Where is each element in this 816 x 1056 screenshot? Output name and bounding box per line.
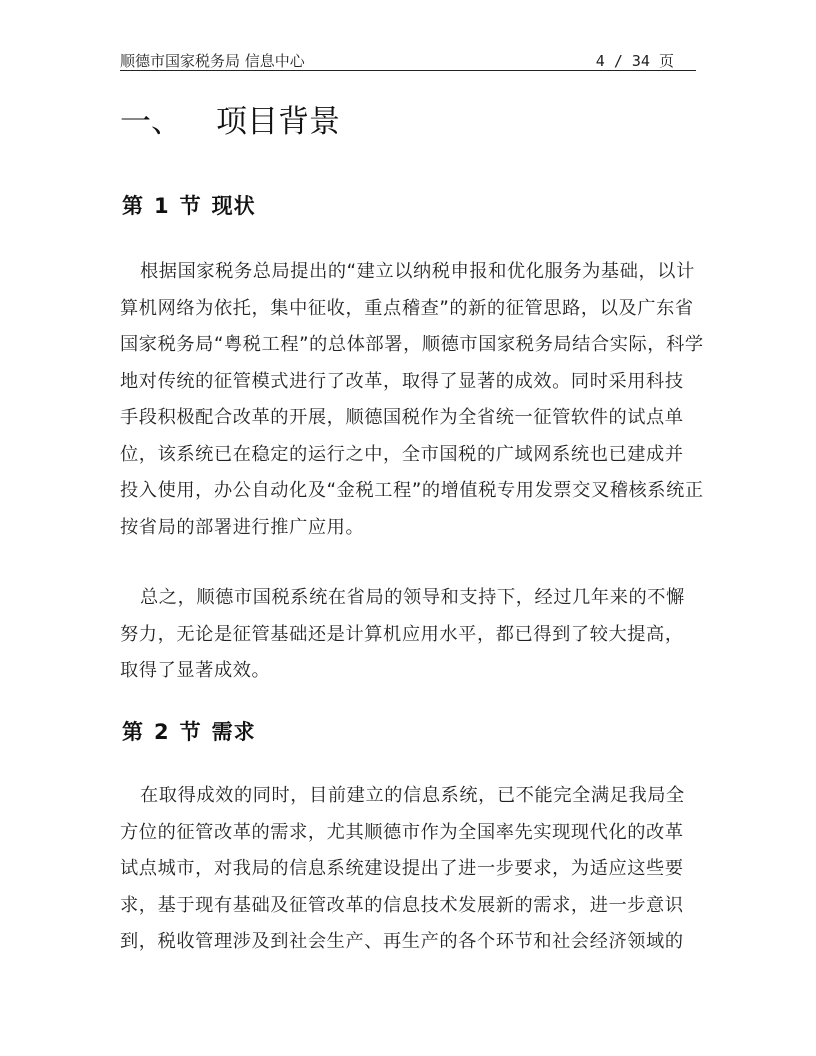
paragraph-status-1 <box>120 254 704 546</box>
section-number: 2 <box>154 720 170 744</box>
text-line: 根据国家税务总局提出的“建立以纳税申报和优化服务为基础，以计 <box>140 261 695 282</box>
text-line: 总之，顺德市国税系统在省局的领导和支持下，经过几年来的不懈 <box>140 587 685 608</box>
text-line: 取得了显著成效。 <box>120 660 271 681</box>
section-title: 现状 <box>211 194 256 218</box>
header-organization: 顺德市国家税务局 信息中心 <box>120 52 305 70</box>
text-line: 算机网络为依托，集中征收，重点稽查”的新的征管思路，以及广东省 <box>120 297 694 319</box>
section-prefix: 第 <box>122 194 144 218</box>
text-line: 手段积极配合改革的开展，顺德国税作为全省统一征管软件的试点单 <box>120 407 684 428</box>
section-heading-2 <box>122 716 266 746</box>
chapter-number: 一、 <box>120 104 182 140</box>
text-line: 到，税收管理涉及到社会生产、再生产的各个环节和社会经济领域的 <box>120 931 684 952</box>
section-title: 需求 <box>211 720 256 744</box>
page-indicator: 4 / 34 页 <box>595 52 674 70</box>
text-line: 国家税务局“粤税工程”的总体部署，顺德市国家税务局结合实际，科学 <box>120 334 704 355</box>
chapter-heading <box>120 96 340 141</box>
text-line: 投入使用，办公自动化及“金税工程”的增值税专用发票交叉稽核系统正 <box>120 480 704 501</box>
text-line: 位，该系统已在稳定的运行之中，全市国税的广域网系统也已建成并 <box>120 443 684 465</box>
text-line: 按省局的部署进行推广应用。 <box>120 516 365 538</box>
section-number: 1 <box>154 194 170 218</box>
section-suffix: 节 <box>179 720 202 744</box>
paragraph-status-2 <box>120 580 700 690</box>
section-heading-1 <box>122 190 266 220</box>
text-line: 在取得成效的同时，目前建立的信息系统，已不能完全满足我局全 <box>140 785 685 806</box>
text-line: 努力，无论是征管基础还是计算机应用水平，都已得到了较大提高， <box>120 623 684 645</box>
text-line: 地对传统的征管模式进行了改革，取得了显著的成效。同时采用科技 <box>120 370 684 392</box>
chapter-title: 项目背景 <box>216 104 340 140</box>
page-header <box>120 48 696 71</box>
section-prefix: 第 <box>122 720 144 744</box>
paragraph-requirements-1 <box>120 778 700 961</box>
text-line: 求，基于现有基础及征管改革的信息技术发展新的需求，进一步意识 <box>120 894 684 916</box>
text-line: 方位的征管改革的需求，尤其顺德市作为全国率先实现现代化的改革 <box>120 821 684 843</box>
text-line: 试点城市，对我局的信息系统建设提出了进一步要求，为适应这些要 <box>120 858 684 879</box>
section-suffix: 节 <box>179 194 202 218</box>
